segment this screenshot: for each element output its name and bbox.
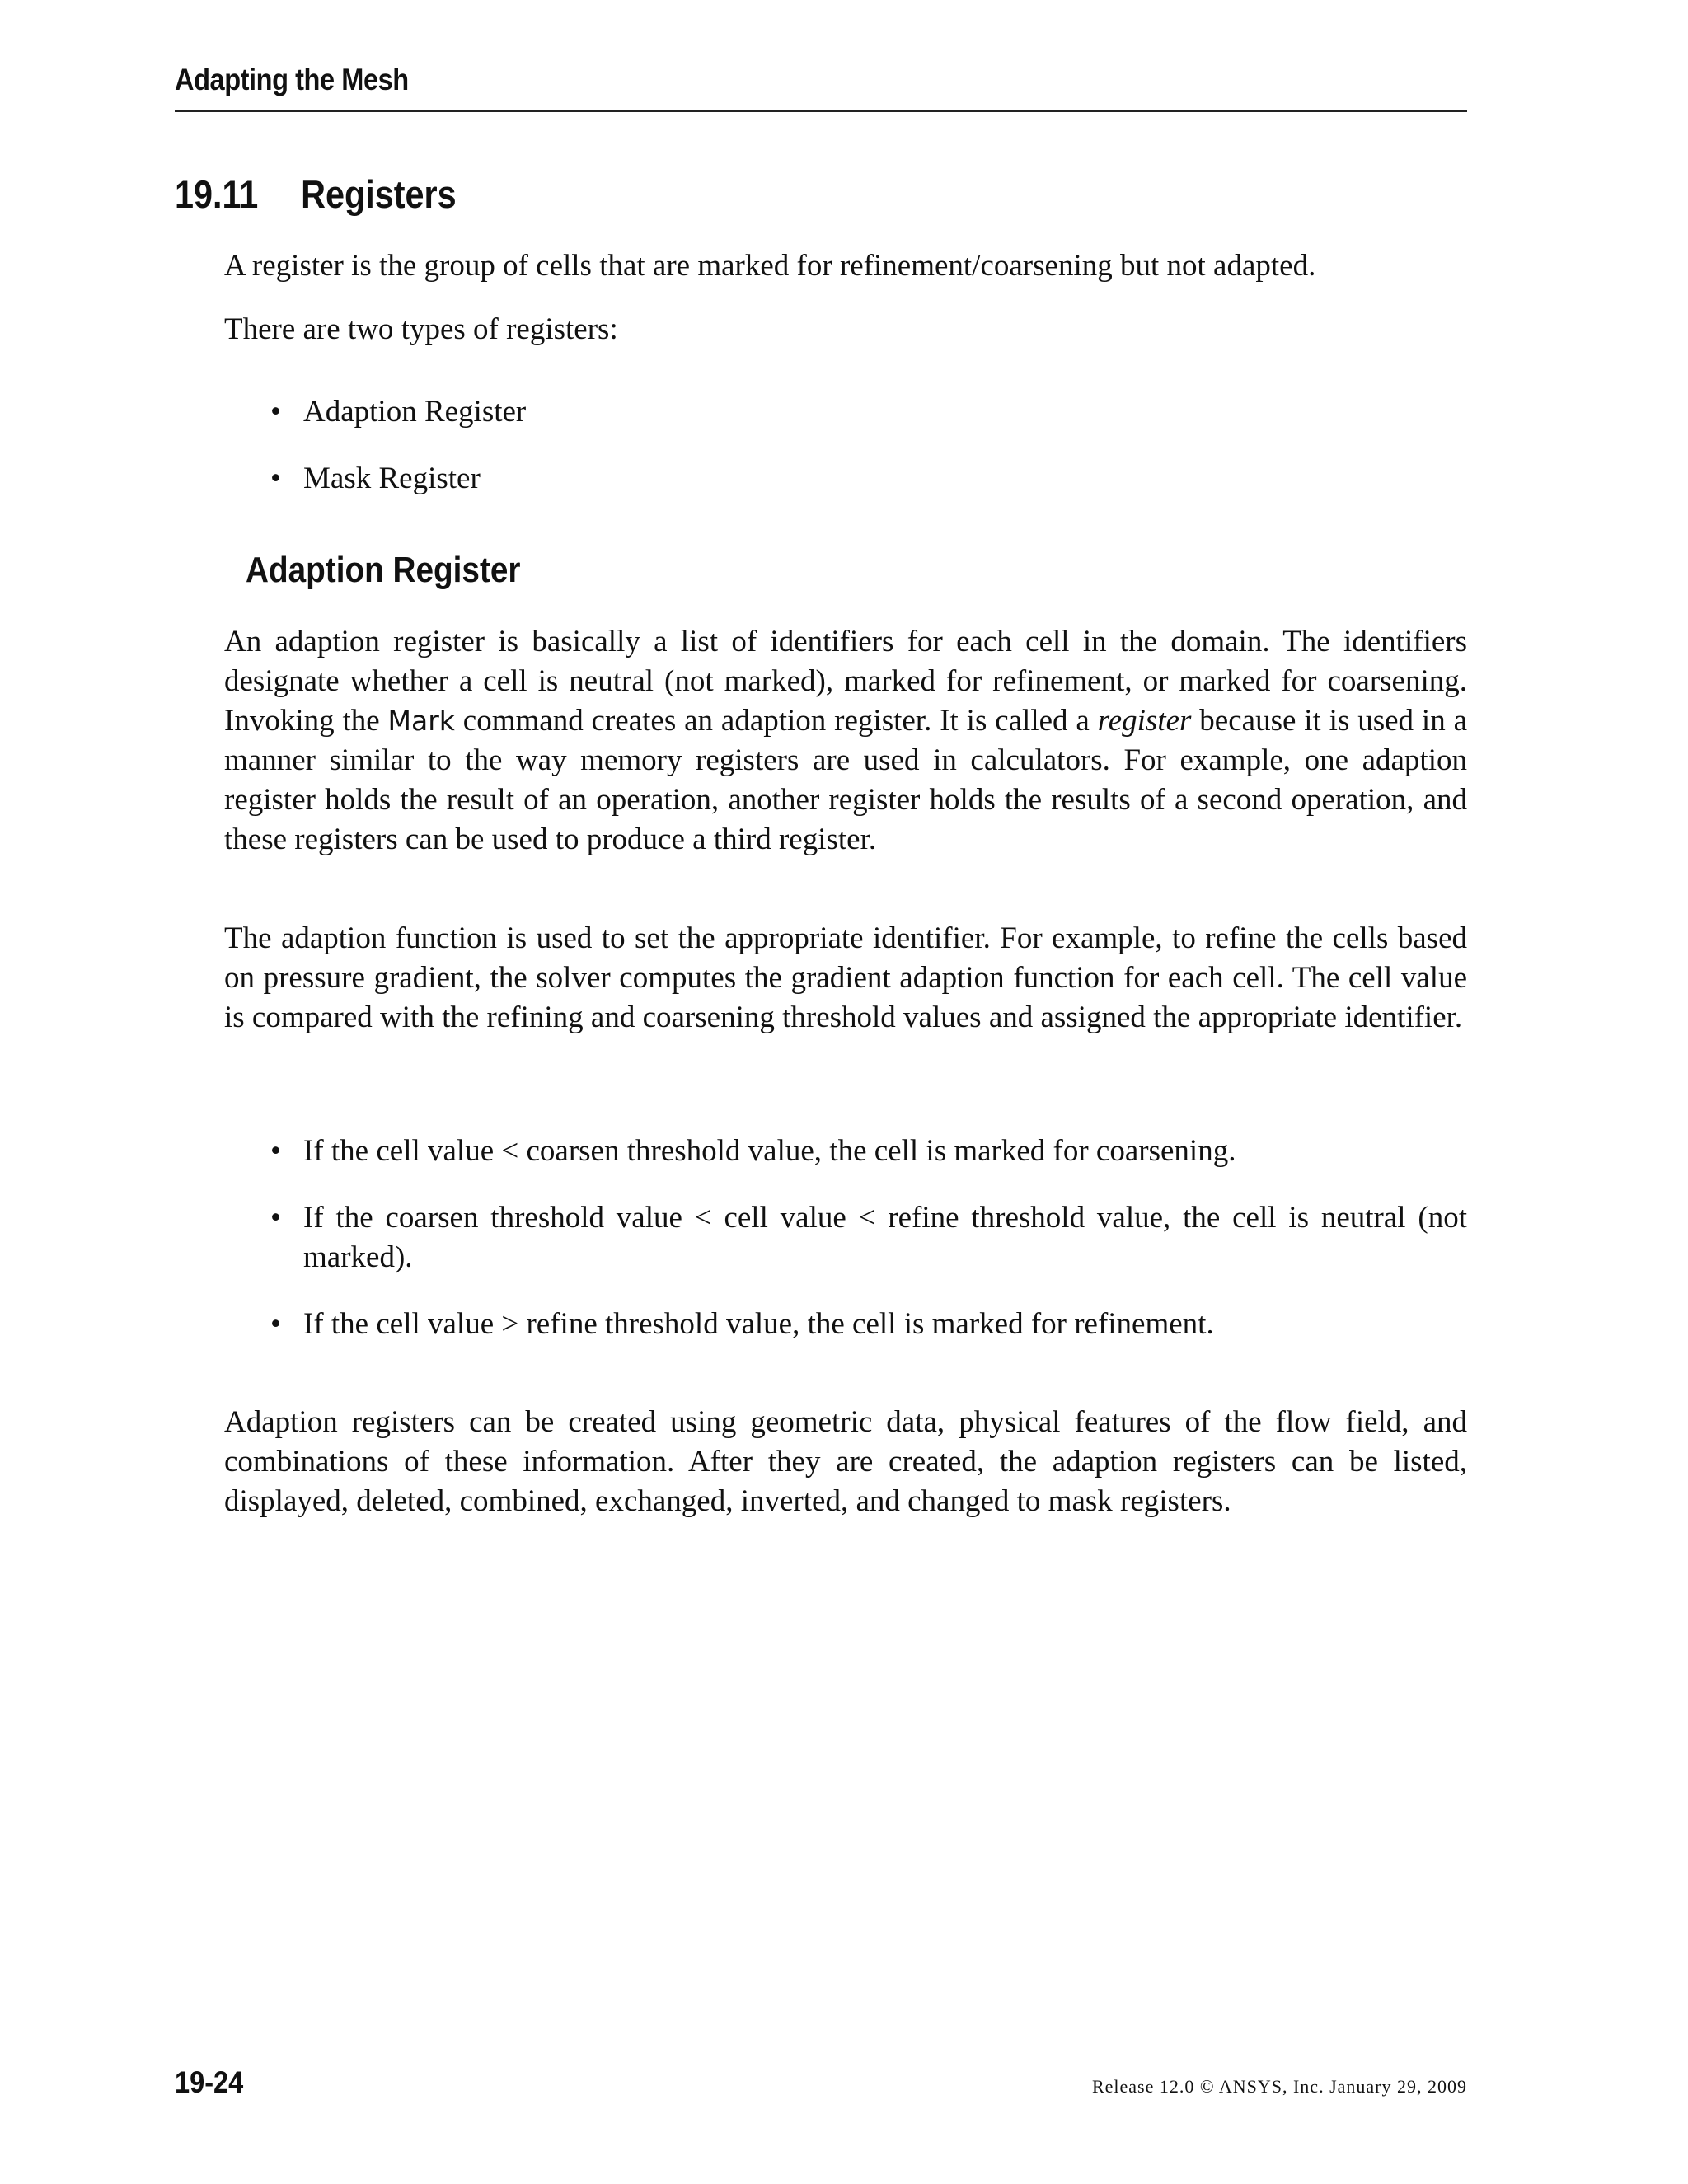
bullet-icon: •: [270, 1134, 281, 1168]
register-type-adaption: Adaption Register: [303, 395, 527, 429]
bullet-icon: •: [270, 1307, 281, 1341]
bullet-icon: •: [270, 395, 281, 429]
subsection-heading: Adaption Register: [246, 550, 521, 590]
list-item: [270, 392, 1467, 432]
intro-paragraph-1: A register is the group of cells that are marked for refinement/coarsening but not adapted.: [224, 249, 1316, 283]
adaption-register-paragraph-1: [224, 622, 1467, 860]
paragraph-text: command creates an adaption register. It is called a: [454, 704, 1098, 738]
list-item: [270, 1132, 1467, 1171]
rule-neutral: If the coarsen threshold value < cell value < refine threshold value, the cell is neutral (not marked).: [303, 1201, 1467, 1274]
adaption-register-paragraph-3: Adaption registers can be created using geometric data, physical features of the flow field, and combinations of these information. After they are created, the adaption registers can be listed, displayed, deleted, combined, exchanged, inverted, and changed to mask registers.: [224, 1405, 1467, 1518]
page-number: 19-24: [175, 2065, 244, 2099]
paragraph-text: An adaption register is basically a list of identifiers for each cell in the domain. The identifiers designate whether a cell is neutral (not marked), marked for refinement, or marked for coarsening. Invoking the: [224, 625, 1467, 738]
list-item: [270, 459, 1467, 499]
bullet-icon: •: [270, 1201, 281, 1235]
threshold-rules-list: [270, 1132, 1467, 1344]
list-item: [270, 1198, 1467, 1277]
mark-command: Mark: [387, 705, 455, 737]
register-emphasis: register: [1097, 704, 1192, 738]
rule-refine: If the cell value > refine threshold value, the cell is marked for refinement.: [303, 1307, 1214, 1341]
section-heading: [175, 171, 457, 217]
adaption-register-paragraph-2: The adaption function is used to set the appropriate identifier. For example, to refine the cells based on pressure gradient, the solver computes the gradient adaption function for each cell. The cell value is compared with the refining and coarsening threshold values and assigned the appropriate identifier.: [224, 921, 1467, 1034]
register-type-mask: Mask Register: [303, 462, 481, 495]
section-number: 19.11: [175, 172, 259, 216]
running-header: [175, 63, 1467, 112]
list-item: [270, 1305, 1467, 1344]
footer-release-notice: Release 12.0 © ANSYS, Inc. January 29, 2009: [1091, 2076, 1467, 2097]
intro-paragraph-2: There are two types of registers:: [224, 312, 618, 346]
section-title: Registers: [301, 172, 457, 216]
running-header-title: Adapting the Mesh: [175, 63, 409, 96]
bullet-icon: •: [270, 462, 281, 495]
paragraph-text: because it is used in a manner similar to the way memory registers are used in calculators. For example, one adaption register holds the result of an operation, another register holds the results of a second operation, and these registers can be used to produce a third register.: [224, 704, 1467, 856]
register-types-list: [270, 392, 1467, 499]
rule-coarsen: If the cell value < coarsen threshold value, the cell is marked for coarsening.: [303, 1134, 1236, 1168]
